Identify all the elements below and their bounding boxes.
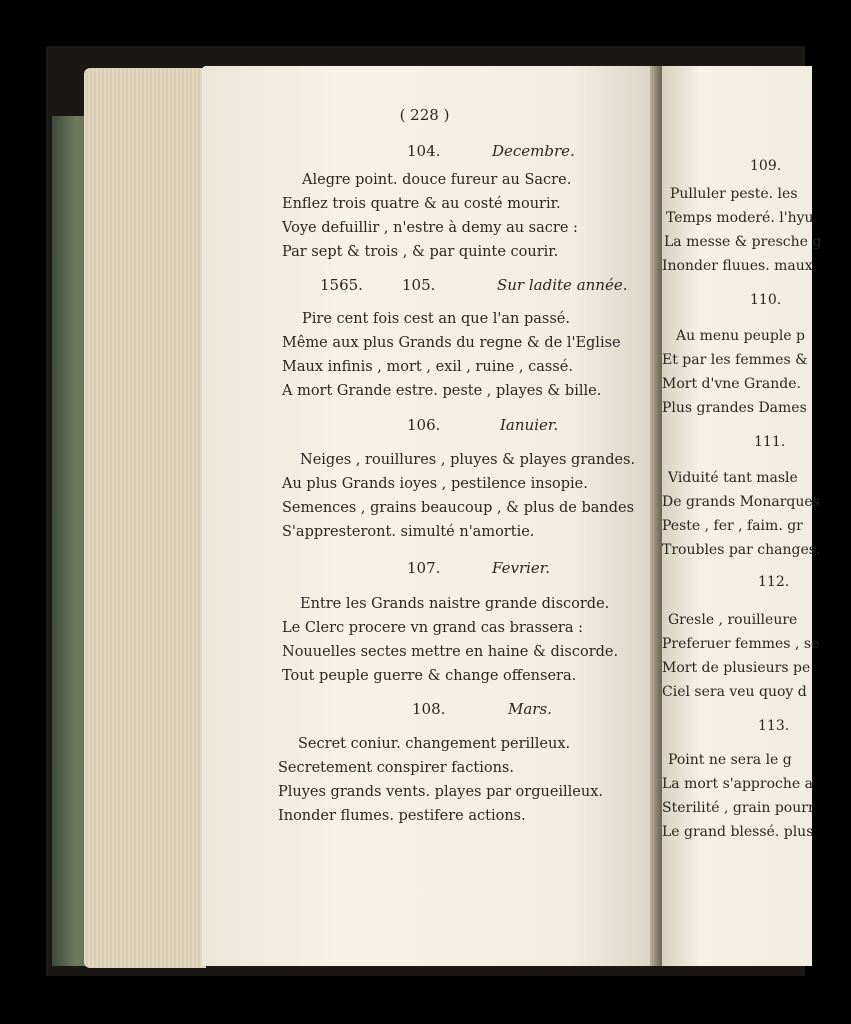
verse-line: Le grand blessé. plus xyxy=(662,824,814,840)
verse-line: Le Clerc procere vn grand cas brassera : xyxy=(282,620,583,636)
verse-line: Pire cent fois cest an que l'an passé. xyxy=(302,311,570,327)
section-title: Ianuier. xyxy=(500,416,559,434)
section-number: 104. xyxy=(407,142,441,160)
section-number: 109. xyxy=(750,158,782,174)
right-page xyxy=(662,66,822,966)
verse-line: Mort d'vne Grande. xyxy=(662,376,801,392)
verse-line: Par sept & trois , & par quinte courir. xyxy=(282,244,559,260)
verse-line: Inonder flumes. pestifere actions. xyxy=(278,808,526,824)
section-number: 112. xyxy=(758,574,790,590)
verse-line: Plus grandes Dames xyxy=(662,400,807,416)
verse-line: Troubles par changes. xyxy=(662,542,821,558)
section-title: Fevrier. xyxy=(492,559,551,577)
verse-line: S'appresteront. simulté n'amortie. xyxy=(282,524,535,540)
section-number: 110. xyxy=(750,292,782,308)
verse-line: Au plus Grands ioyes , pestilence insopie. xyxy=(282,476,588,492)
verse-line: Au menu peuple p xyxy=(676,328,806,344)
section-title: Decembre. xyxy=(492,142,575,160)
verse-line: Temps moderé. l'hyu xyxy=(666,210,814,226)
verse-line: Maux infinis , mort , exil , ruine , cassé. xyxy=(282,359,573,375)
verse-line: Peste , fer , faim. gr xyxy=(662,518,803,534)
verse-line: Enflez trois quatre & au costé mourir. xyxy=(282,196,561,212)
verse-line: De grands Monarques xyxy=(662,494,820,510)
verse-line: Et par les femmes & xyxy=(662,352,808,368)
verse-line: Semences , grains beaucoup , & plus de bandes xyxy=(282,500,635,516)
verse-line: Viduité tant masle xyxy=(668,470,798,486)
verse-line: Point ne sera le g xyxy=(668,752,792,768)
page-edges xyxy=(84,68,206,968)
verse-line: A mort Grande estre. peste , playes & bille. xyxy=(282,383,602,399)
verse-line: Preferuer femmes , se xyxy=(662,636,820,652)
section-number: 108. xyxy=(412,700,446,718)
section-year: 1565. xyxy=(320,276,363,294)
verse-line: La messe & presche g xyxy=(664,234,822,250)
section-number: 107. xyxy=(407,559,441,577)
section-number: 111. xyxy=(754,434,786,450)
verse-line: Même aux plus Grands du regne & de l'Eglise xyxy=(282,335,621,351)
verse-line: Voye defuillir , n'estre à demy au sacre : xyxy=(282,220,578,236)
verse-line: Ciel sera veu quoy d xyxy=(662,684,807,700)
book-photo xyxy=(46,46,822,976)
section-title: Sur ladite année. xyxy=(497,276,628,294)
verse-line: Alegre point. douce fureur au Sacre. xyxy=(302,172,572,188)
section-number: 105. xyxy=(402,276,436,294)
left-page xyxy=(202,66,662,966)
verse-line: Sterilité , grain pourr xyxy=(662,800,815,816)
verse-line: Secret coniur. changement perilleux. xyxy=(298,736,571,752)
verse-line: Pulluler peste. les xyxy=(670,186,798,202)
verse-line: Gresle , rouilleure xyxy=(668,612,798,628)
verse-line: La mort s'approche a xyxy=(662,776,813,792)
verse-line: Entre les Grands naistre grande discorde. xyxy=(300,596,610,612)
section-number: 106. xyxy=(407,416,441,434)
verse-line: Inonder fluues. maux xyxy=(662,258,813,274)
verse-line: Secretement conspirer factions. xyxy=(278,760,514,776)
verse-line: Tout peuple guerre & change offensera. xyxy=(282,668,577,684)
section-number: 113. xyxy=(758,718,790,734)
verse-line: Mort de plusieurs pe xyxy=(662,660,811,676)
verse-line: Neiges , rouillures , pluyes & playes grandes. xyxy=(300,452,636,468)
verse-line: Pluyes grands vents. playes par orgueilleux. xyxy=(278,784,604,800)
page-number: ( 228 ) xyxy=(399,106,450,124)
section-title: Mars. xyxy=(508,700,552,718)
verse-line: Nouuelles sectes mettre en haine & discorde. xyxy=(282,644,619,660)
